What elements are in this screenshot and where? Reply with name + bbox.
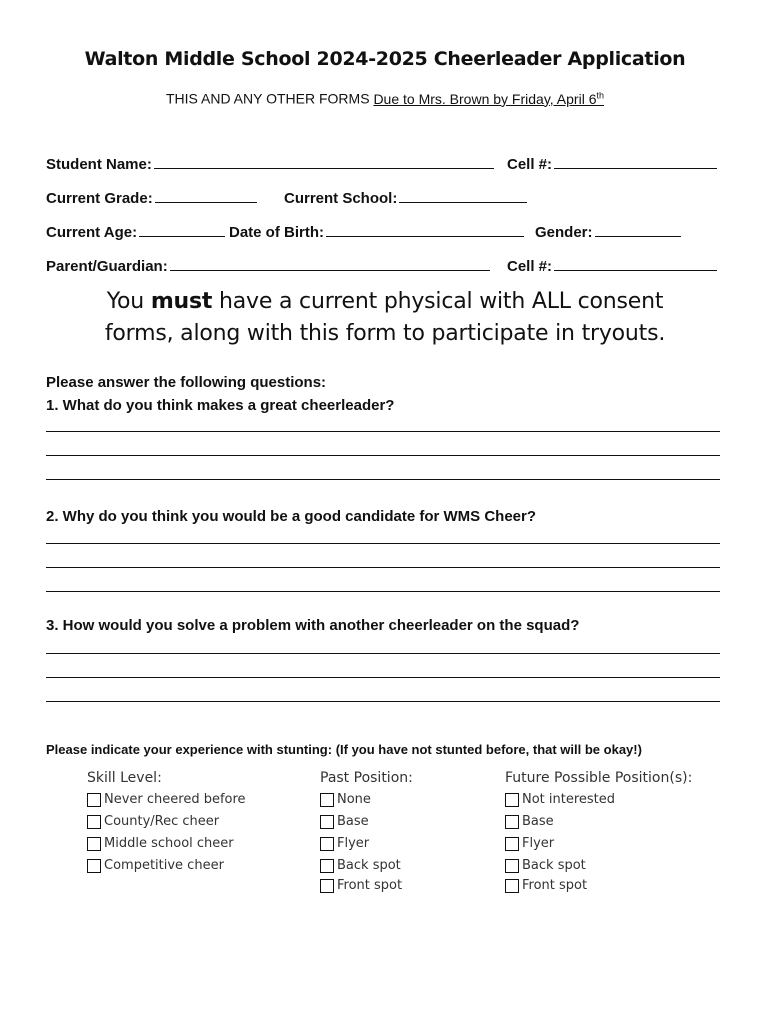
- answer-3-line-3[interactable]: [46, 701, 720, 702]
- current-age-label: Current Age:: [46, 224, 138, 241]
- parent-guardian-label: Parent/Guardian:: [46, 258, 168, 275]
- checkbox[interactable]: [320, 879, 334, 893]
- parent-guardian-blank[interactable]: [170, 258, 490, 271]
- checkbox[interactable]: [320, 859, 334, 873]
- parent-cell-field[interactable]: [507, 258, 717, 275]
- notice-part-2: have a current physical with ALL consent: [212, 289, 664, 314]
- question-1: 1. What do you think makes a great cheerleader?: [46, 397, 395, 414]
- checkbox-label: Back spot: [337, 858, 401, 873]
- answer-2-line-3[interactable]: [46, 591, 720, 592]
- future-option-flyer[interactable]: [505, 836, 554, 851]
- answer-2-line-2[interactable]: [46, 567, 720, 568]
- gender-field[interactable]: [535, 224, 681, 241]
- student-name-blank[interactable]: [154, 156, 494, 169]
- past-option-front-spot[interactable]: [320, 878, 402, 893]
- due-notice-deadline: [373, 91, 604, 107]
- checkbox-label: Flyer: [522, 836, 555, 851]
- skill-option-county-rec[interactable]: [87, 814, 219, 829]
- current-grade-label: Current Grade:: [46, 190, 153, 207]
- student-name-label: Student Name:: [46, 156, 152, 173]
- current-school-field[interactable]: [284, 190, 527, 207]
- checkbox[interactable]: [320, 815, 334, 829]
- current-grade-blank[interactable]: [155, 190, 257, 203]
- answer-3-line-2[interactable]: [46, 677, 720, 678]
- future-option-front-spot[interactable]: [505, 878, 587, 893]
- checkbox-label: Never cheered before: [104, 792, 246, 807]
- gender-blank[interactable]: [595, 224, 681, 237]
- checkbox-label: None: [337, 792, 371, 807]
- skill-option-competitive[interactable]: [87, 858, 224, 873]
- date-of-birth-field[interactable]: [229, 224, 524, 241]
- checkbox-label: Back spot: [522, 858, 586, 873]
- checkbox[interactable]: [320, 837, 334, 851]
- checkbox-label: Front spot: [522, 878, 588, 893]
- checkbox-label: Base: [522, 814, 554, 829]
- page-title: Walton Middle School 2024-2025 Cheerleader Application: [84, 48, 686, 70]
- question-2: 2. Why do you think you would be a good candidate for WMS Cheer?: [46, 508, 537, 525]
- parent-cell-blank[interactable]: [554, 258, 717, 271]
- answer-1-line-2[interactable]: [46, 455, 720, 456]
- checkbox-label: Not interested: [522, 792, 616, 807]
- current-age-blank[interactable]: [139, 224, 225, 237]
- checkbox-label: Base: [337, 814, 369, 829]
- due-notice-prefix: THIS AND ANY OTHER FORMS: [166, 90, 374, 107]
- checkbox[interactable]: [505, 859, 519, 873]
- past-option-base[interactable]: [320, 814, 369, 829]
- physical-notice-line-1: [0, 286, 770, 318]
- checkbox[interactable]: [87, 815, 101, 829]
- checkbox[interactable]: [505, 837, 519, 851]
- answer-1-line-1[interactable]: [46, 431, 720, 432]
- checkbox-label: Middle school cheer: [104, 836, 234, 851]
- due-deadline-suffix: th: [596, 90, 604, 100]
- date-of-birth-blank[interactable]: [326, 224, 524, 237]
- checkbox[interactable]: [320, 793, 334, 807]
- due-deadline-text: Due to Mrs. Brown by Friday, April 6: [373, 90, 597, 107]
- parent-cell-label: Cell #:: [507, 258, 553, 275]
- parent-guardian-field[interactable]: [46, 258, 490, 275]
- future-position-heading: Future Possible Position(s):: [505, 770, 693, 786]
- current-age-field[interactable]: [46, 224, 225, 241]
- checkbox[interactable]: [505, 879, 519, 893]
- student-name-field[interactable]: [46, 156, 494, 173]
- skill-option-never-cheered[interactable]: [87, 792, 246, 807]
- due-notice: [0, 90, 770, 107]
- future-option-base[interactable]: [505, 814, 554, 829]
- answer-3-line-1[interactable]: [46, 653, 720, 654]
- checkbox[interactable]: [87, 793, 101, 807]
- question-3: 3. How would you solve a problem with another cheerleader on the squad?: [46, 617, 580, 634]
- stunting-experience-prompt: Please indicate your experience with stunting: (If you have not stunted before, that will be okay!): [46, 742, 642, 757]
- student-cell-blank[interactable]: [554, 156, 717, 169]
- past-option-none[interactable]: [320, 792, 371, 807]
- checkbox[interactable]: [87, 837, 101, 851]
- past-option-flyer[interactable]: [320, 836, 369, 851]
- checkbox[interactable]: [87, 859, 101, 873]
- checkbox[interactable]: [505, 815, 519, 829]
- answer-2-line-1[interactable]: [46, 543, 720, 544]
- future-option-back-spot[interactable]: [505, 858, 586, 873]
- checkbox-label: Competitive cheer: [104, 858, 224, 873]
- current-school-blank[interactable]: [399, 190, 527, 203]
- student-cell-field[interactable]: [507, 156, 717, 173]
- notice-emphasis: must: [150, 289, 213, 314]
- checkbox-label: Flyer: [337, 836, 370, 851]
- skill-level-heading: Skill Level:: [87, 770, 162, 786]
- checkbox-label: County/Rec cheer: [104, 814, 220, 829]
- physical-notice-line-2: forms, along with this form to participate in tryouts.: [104, 321, 666, 346]
- checkbox-label: Front spot: [337, 878, 403, 893]
- checkbox[interactable]: [505, 793, 519, 807]
- past-option-back-spot[interactable]: [320, 858, 401, 873]
- current-grade-field[interactable]: [46, 190, 257, 207]
- student-cell-label: Cell #:: [507, 156, 553, 173]
- skill-option-middle-school[interactable]: [87, 836, 234, 851]
- gender-label: Gender:: [535, 224, 593, 241]
- date-of-birth-label: Date of Birth:: [229, 224, 324, 241]
- answer-1-line-3[interactable]: [46, 479, 720, 480]
- future-option-not-interested[interactable]: [505, 792, 615, 807]
- questions-intro: Please answer the following questions:: [46, 374, 327, 391]
- notice-part-1: You: [106, 289, 151, 314]
- current-school-label: Current School:: [284, 190, 398, 207]
- past-position-heading: Past Position:: [320, 770, 413, 786]
